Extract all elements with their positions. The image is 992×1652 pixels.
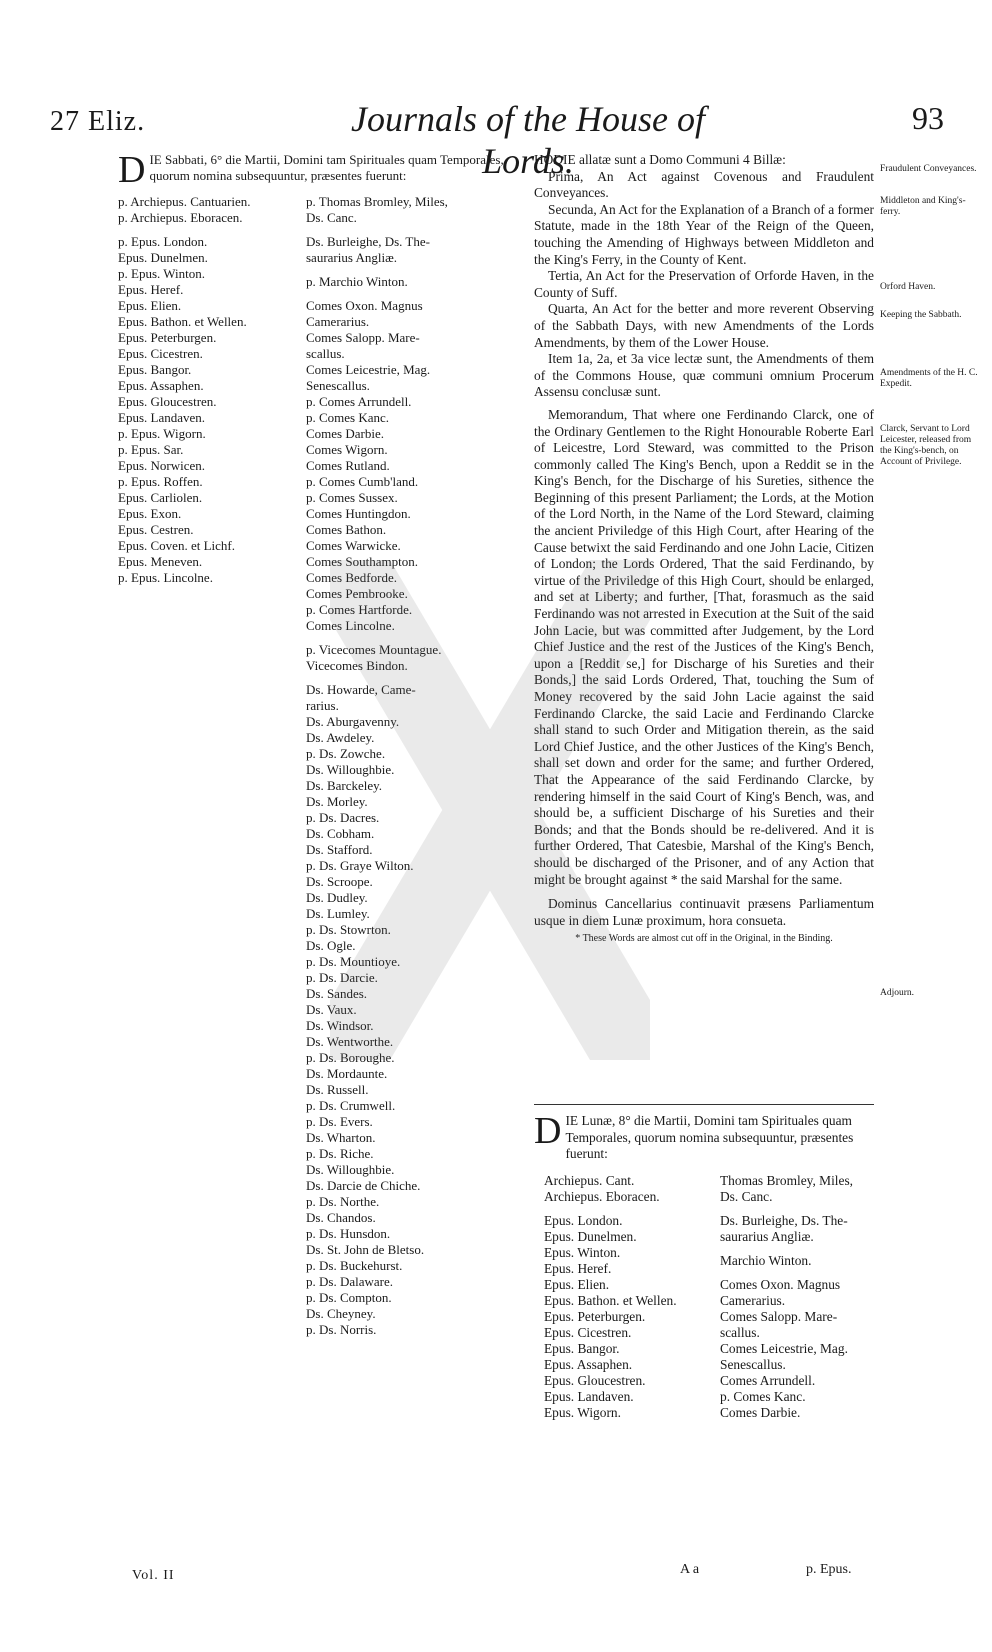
list-gap — [306, 674, 501, 682]
margin-note-middleton: Middleton and King's-ferry. — [880, 196, 966, 217]
attendee-name: p. Thomas Bromley, Miles, — [306, 194, 448, 209]
attendance-intro-2: D IE Lunæ, 8° die Martii, Domini tam Spirituales quam Temporales, quorum nomina subsequuntur, præsentes fuerunt: — [534, 1110, 854, 1162]
attendee-name: Epus. Peterburgen. — [544, 1308, 646, 1324]
margin-note-clarck: Clarck, Servant to Lord Leicester, released from the King's-bench, on Account of Privilege. — [880, 424, 972, 467]
drop-cap-2: D — [534, 1110, 562, 1152]
attendee-name: Epus. Landaven. — [118, 410, 206, 425]
list-gap — [720, 1269, 880, 1277]
attendee-name: Comes Pembrooke. — [306, 586, 408, 601]
attendee-name: p. Ds. Compton. — [306, 1290, 392, 1305]
attendee-name: Ds. Awdeley. — [306, 730, 375, 745]
attendee-name: p. Marchio Winton. — [306, 274, 408, 289]
attendee-name: Epus. Bathon. et Wellen. — [118, 314, 247, 329]
volume-mark: Vol. II — [132, 1568, 175, 1583]
attendee-name: rarius. — [306, 698, 339, 713]
attendee-name: p. Comes Kanc. — [306, 410, 390, 425]
attendee-name: p. Ds. Boroughe. — [306, 1050, 395, 1065]
running-head-title: Journals of the House of Lords. — [351, 99, 705, 181]
attendee-name: p. Epus. Wigorn. — [118, 426, 206, 441]
attendee-name: Senescallus. — [720, 1356, 786, 1372]
attendee-name: p. Ds. Darcie. — [306, 970, 378, 985]
attendee-name: Ds. Dudley. — [306, 890, 368, 905]
attendee-name: p. Ds. Dalaware. — [306, 1274, 393, 1289]
attendee-name: Comes Rutland. — [306, 458, 390, 473]
attendee-name: Epus. Winton. — [544, 1244, 621, 1260]
list-gap — [306, 266, 501, 274]
attendee-name: p. Ds. Dacres. — [306, 810, 380, 825]
attendee-name: p. Comes Cumb'land. — [306, 474, 419, 489]
attendee-name: Comes Wigorn. — [306, 442, 388, 457]
attendee-name: Ds. Russell. — [306, 1082, 369, 1097]
attendee-name: p. Comes Hartforde. — [306, 602, 413, 617]
attendee-name: Epus. Cicestren. — [544, 1324, 632, 1340]
list-gap — [544, 1205, 704, 1213]
attendee-name: p. Vicecomes Mountague. — [306, 642, 442, 657]
attendee-name: Epus. Bangor. — [544, 1340, 620, 1356]
attendee-name: Epus. Landaven. — [544, 1388, 634, 1404]
list-gap — [720, 1205, 880, 1213]
attendee-name: Epus. Elien. — [118, 298, 182, 313]
attendee-name: saurarius Angliæ. — [720, 1228, 814, 1244]
attendee-name: Ds. Barckeley. — [306, 778, 383, 793]
attendee-name: Epus. Norwicen. — [118, 458, 206, 473]
attendee-name: Ds. Willoughbie. — [306, 1162, 395, 1177]
running-head-regnal-year: 27 Eliz. — [50, 106, 146, 137]
attendee-name: Ds. Sandes. — [306, 986, 368, 1001]
attendee-name: p. Ds. Crumwell. — [306, 1098, 396, 1113]
attendee-name: scallus. — [720, 1324, 760, 1340]
attendee-name: p. Comes Arrundell. — [306, 394, 412, 409]
attendee-name: p. Epus. Roffen. — [118, 474, 203, 489]
attendee-name: Comes Darbie. — [720, 1404, 801, 1420]
attendee-name: Epus. Bangor. — [118, 362, 192, 377]
attendee-name: Ds. Wentworthe. — [306, 1034, 394, 1049]
attendance-section-2 — [534, 1092, 874, 1463]
attendee-name: Epus. Peterburgen. — [118, 330, 217, 345]
attendee-name: Vicecomes Bindon. — [306, 658, 408, 673]
attendee-name: Ds. Willoughbie. — [306, 762, 395, 777]
attendee-name: Camerarius. — [306, 314, 370, 329]
attendee-name: Comes Arrundell. — [720, 1372, 816, 1388]
attendee-name: p. Comes Sussex. — [306, 490, 398, 505]
attendee-name: Epus. Exon. — [118, 506, 182, 521]
attendee-name: Senescallus. — [306, 378, 370, 393]
attendee-name: Ds. Scroope. — [306, 874, 373, 889]
attendee-name: Ds. Vaux. — [306, 1002, 357, 1017]
margin-note-orford: Orford Haven. — [880, 282, 936, 292]
bills-heading: HODIE allatæ sunt a Domo Communi 4 Billæ: — [534, 152, 786, 167]
attendee-name: p. Epus. Lincolne. — [118, 570, 213, 585]
catchword: p. Epus. — [806, 1562, 852, 1577]
page-number: 93 — [912, 100, 944, 136]
bill-prima: Prima, An Act against Covenous and Fraudulent Conveyances. — [534, 168, 874, 201]
attendee-name: Comes Lincolne. — [306, 618, 395, 633]
attendee-name: Epus. Meneven. — [118, 554, 203, 569]
attendee-name: Ds. Aburgavenny. — [306, 714, 400, 729]
attendee-name: Epus. Elien. — [544, 1276, 610, 1292]
attendee-name: p. Ds. Hunsdon. — [306, 1226, 391, 1241]
attendee-name: p. Ds. Buckehurst. — [306, 1258, 403, 1273]
attendee-name: Ds. Canc. — [720, 1188, 773, 1204]
attendee-name: p. Epus. London. — [118, 234, 208, 249]
attendee-name: p. Ds. Zowche. — [306, 746, 386, 761]
attendee-name: Epus. Dunelmen. — [544, 1228, 637, 1244]
margin-note-amendments: Amendments of the H. C. Expedit. — [880, 368, 978, 389]
list-gap — [720, 1245, 880, 1253]
section-divider — [534, 1104, 874, 1105]
attendee-name: p. Archiepus. Eboracen. — [118, 210, 243, 225]
attendee-name: Ds. Stafford. — [306, 842, 373, 857]
footnote: * These Words are almost cut off in the Original, in the Binding. — [575, 933, 833, 945]
signature-mark: A a — [680, 1562, 700, 1577]
list-gap — [306, 226, 501, 234]
spiritual-lords-list — [118, 194, 298, 586]
memorandum: Memorandum, That where one Ferdinando Clarck, one of the Ordinary Gentlemen to the Right Honourable Roberte Earl of Leicestre, Lord Steward, was committed to the Prison commonly called The King's Bench, upon a Reddit se in the King's Bench, for the Discharge of his Sureties, sithence the Beginning of this present Parliament; the Lords, at the Motion of the Lord North, in the Name of the Lord Steward, claiming the ancient Priviledge of this High Court, after Hearing of the Cause betwixt the said Ferdinando and one John Lacie, Citizen of London; the Lords Ordered, That the said Ferdinando, by virtue of the Priviledge of this High Court, should be enlarged, and set at Liberty; and further, [That, forasmuch as the said Ferdinando was not arrested in Execution at the Suit of the said John Lacie, but was committed after Judgement, by the Lord Chief Justice and the rest of the Justices of the King's Bench, upon a [Reddit se,] for Discharge of his Sureties and their Bonds,] the said Lords Ordered, That, touching the Sum of Money recovered by the said John Lacie against the said Ferdinando Clarcke, the said Lacie and Ferdinando Clarcke shall stand to such Order and Mitigation therein, as the said Lord Chief Justice, and the other Justices of the King's Bench, shall set down and order for the same; and further Ordered, That the Appearance of the said Ferdinando Clarcke, by rendering himself in the said Court of King's Bench, was, and should be, a sufficient Discharge of his Sureties and their Bonds; and that the Bonds should be re-delivered. And it is further Ordered, That Catesbie, Marshal of the King's Bench, should be discharged of the Prisoner, and of any Action that might be brought against * the said Marshal for the same. — [534, 406, 874, 887]
attendee-name: Ds. Chandos. — [306, 1210, 376, 1225]
bill-secunda: Secunda, An Act for the Explanation of a Branch of a former Statute, made in the 18th Year of the Reign of the Queen, touching the Amending of Highways between Middleton and the King's Ferry, in the County of Kent. — [534, 201, 874, 267]
attendee-name: Epus. Coven. et Lichf. — [118, 538, 235, 553]
attendee-name: Ds. Burleighe, Ds. The- — [720, 1212, 848, 1228]
attendee-name: Epus. Assaphen. — [544, 1356, 633, 1372]
attendee-name: Camerarius. — [720, 1292, 786, 1308]
attendee-name: Comes Leicestrie, Mag. — [720, 1340, 848, 1356]
attendee-name: p. Ds. Norris. — [306, 1322, 377, 1337]
list-gap — [118, 226, 298, 234]
attendee-name: Comes Huntingdon. — [306, 506, 411, 521]
attendee-name: Epus. Carliolen. — [118, 490, 203, 505]
adjournment: Dominus Cancellarius continuavit præsens Parliamentum usque in diem Lunæ proximum, hora consueta. — [534, 896, 874, 928]
attendee-name: Thomas Bromley, Miles, — [720, 1172, 854, 1188]
attendee-name: p. Epus. Sar. — [118, 442, 184, 457]
attendee-name: Ds. Burleighe, Ds. The- — [306, 234, 430, 249]
attendee-name: p. Ds. Mountioye. — [306, 954, 401, 969]
list-gap — [306, 634, 501, 642]
spiritual-lords-list-2 — [544, 1173, 704, 1421]
attendee-name: p. Ds. Stowrton. — [306, 922, 391, 937]
bill-quarta: Quarta, An Act for the better and more reverent Observing of the Sabbath Days, with new Amendments of the Lords Amendments, by them of the Lower House. — [534, 301, 874, 350]
attendee-name: p. Ds. Graye Wilton. — [306, 858, 414, 873]
attendance-columns-2 — [534, 1173, 874, 1463]
attendee-name: Comes Oxon. Magnus — [720, 1276, 841, 1292]
drop-cap: D — [118, 149, 146, 191]
attendance-columns-1 — [118, 194, 518, 1574]
attendee-name: Ds. Morley. — [306, 794, 368, 809]
attendance-intro-1: D IE Sabbati, 6° die Martii, Domini tam Spirituales quam Temporales, quorum nomina subsequuntur, præsentes fuerunt: — [118, 149, 504, 191]
attendee-name: Comes Bedforde. — [306, 570, 397, 585]
attendee-name: p. Ds. Evers. — [306, 1114, 373, 1129]
attendee-name: Archiepus. Cant. — [544, 1172, 635, 1188]
attendee-name: Epus. London. — [544, 1212, 623, 1228]
attendee-name: Ds. Ogle. — [306, 938, 356, 953]
attendee-name: Marchio Winton. — [720, 1252, 812, 1268]
list-gap — [306, 290, 501, 298]
attendee-name: Archiepus. Eboracen. — [544, 1188, 660, 1204]
attendee-name: p. Ds. Riche. — [306, 1146, 374, 1161]
margin-note-adjourn: Adjourn. — [880, 988, 915, 998]
attendee-name: Epus. Assaphen. — [118, 378, 204, 393]
bill-tertia: Tertia, An Act for the Preservation of Orforde Haven, in the County of Suff. — [534, 268, 874, 300]
attendee-name: Epus. Gloucestren. — [544, 1372, 646, 1388]
attendee-name: Comes Bathon. — [306, 522, 387, 537]
attendee-name: Ds. Howarde, Came- — [306, 682, 416, 697]
temporal-lords-list-2 — [720, 1173, 880, 1421]
attendee-name: Epus. Heref. — [118, 282, 184, 297]
attendee-name: Ds. Darcie de Chiche. — [306, 1178, 421, 1193]
attendee-name: Comes Leicestrie, Mag. — [306, 362, 431, 377]
attendee-name: Ds. Cheyney. — [306, 1306, 376, 1321]
temporal-lords-list — [306, 194, 501, 1338]
attendee-name: Epus. Cestren. — [118, 522, 194, 537]
attendee-name: Ds. Lumley. — [306, 906, 370, 921]
attendee-name: Epus. Wigorn. — [544, 1404, 621, 1420]
attendee-name: scallus. — [306, 346, 345, 361]
attendee-name: Epus. Heref. — [544, 1260, 612, 1276]
attendee-name: p. Ds. Northe. — [306, 1194, 380, 1209]
attendee-name: p. Comes Kanc. — [720, 1388, 806, 1404]
attendee-name: Epus. Dunelmen. — [118, 250, 208, 265]
attendee-name: Epus. Cicestren. — [118, 346, 203, 361]
attendee-name: saurarius Angliæ. — [306, 250, 397, 265]
margin-note-fraudulent: Fraudulent Conveyances. — [880, 164, 977, 174]
proceedings-column — [534, 152, 874, 958]
attendee-name: Comes Oxon. Magnus — [306, 298, 423, 313]
attendee-name: Comes Warwicke. — [306, 538, 401, 553]
attendee-name: p. Archiepus. Cantuarien. — [118, 194, 251, 209]
attendee-name: Comes Salopp. Mare- — [306, 330, 420, 345]
attendee-name: Comes Darbie. — [306, 426, 384, 441]
attendee-name: p. Epus. Winton. — [118, 266, 205, 281]
attendee-name: Ds. St. John de Bletso. — [306, 1242, 425, 1257]
attendee-name: Comes Salopp. Mare- — [720, 1308, 838, 1324]
attendance-section-1 — [118, 149, 518, 1574]
attendee-name: Ds. Mordaunte. — [306, 1066, 388, 1081]
margin-note-sabbath: Keeping the Sabbath. — [880, 310, 962, 320]
attendee-name: Ds. Windsor. — [306, 1018, 374, 1033]
attendee-name: Ds. Wharton. — [306, 1130, 376, 1145]
attendee-name: Comes Southampton. — [306, 554, 418, 569]
amendments-read: Item 1a, 2a, et 3a vice lectæ sunt, the Amendments of them of the Commons House, quæ communi omnium Procerum Assensu conclusæ sunt. — [534, 351, 874, 400]
attendee-name: Epus. Gloucestren. — [118, 394, 217, 409]
attendee-name: Ds. Cobham. — [306, 826, 375, 841]
attendee-name: Ds. Canc. — [306, 210, 357, 225]
attendee-name: Epus. Bathon. et Wellen. — [544, 1292, 677, 1308]
